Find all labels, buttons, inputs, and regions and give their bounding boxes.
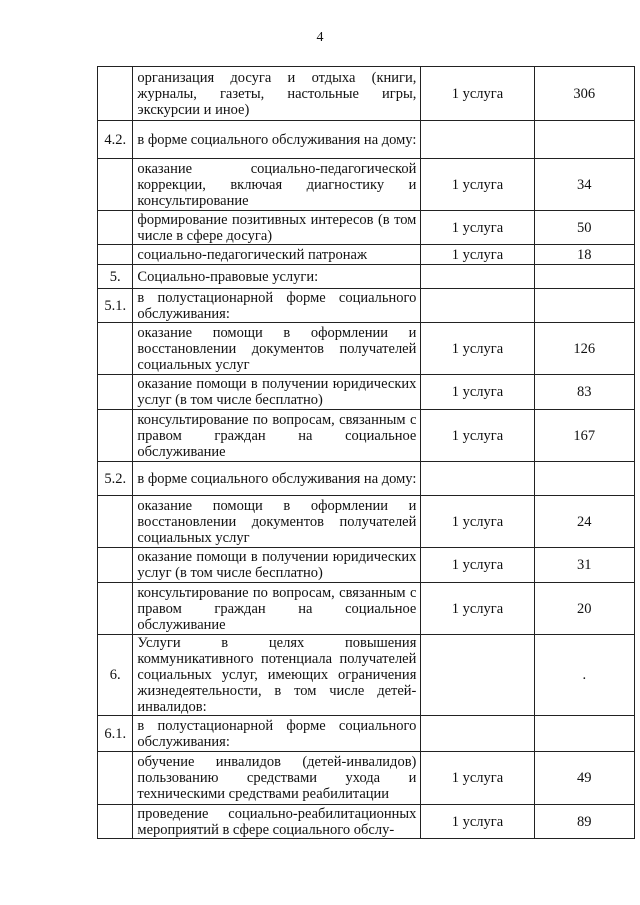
row-quantity — [534, 289, 634, 323]
row-description: обучение инвалидов (детей-инвалидов) пользованию средствами ухода и техническими средствами реабилитации — [133, 752, 421, 805]
row-description: Услуги в целях повышения коммуникативного потенциала получателей социальных услуг, имеющих ограничения жизнедеятельности, в том числе детей-инвалидов: — [133, 635, 421, 716]
row-description: консультирование по вопросам, связанным с правом граждан на социальное обслуживание — [133, 583, 421, 635]
row-quantity — [534, 121, 634, 159]
row-description: в форме социального обслуживания на дому: — [133, 462, 421, 496]
row-description: организация досуга и отдыха (книги, журналы, газеты, настольные игры, экскурсии и иное) — [133, 67, 421, 121]
row-description: формирование позитивных интересов (в том числе в сфере досуга) — [133, 211, 421, 245]
row-number — [98, 752, 133, 805]
row-quantity: 50 — [534, 211, 634, 245]
row-unit: 1 услуга — [421, 323, 534, 375]
row-description: Социально-правовые услуги: — [133, 265, 421, 289]
row-unit: 1 услуга — [421, 548, 534, 583]
row-quantity: 34 — [534, 159, 634, 211]
row-number: 5.2. — [98, 462, 133, 496]
table-row — [98, 496, 635, 548]
row-quantity: . — [534, 635, 634, 716]
row-number — [98, 375, 133, 410]
row-quantity: 20 — [534, 583, 634, 635]
table-row — [98, 635, 635, 716]
table-row — [98, 375, 635, 410]
row-unit: 1 услуга — [421, 805, 534, 839]
row-unit: 1 услуга — [421, 752, 534, 805]
row-quantity — [534, 462, 634, 496]
row-number — [98, 496, 133, 548]
row-description: оказание помощи в получении юридических услуг (в том числе бесплатно) — [133, 375, 421, 410]
row-number — [98, 410, 133, 462]
table-body — [98, 67, 635, 839]
row-description: оказание помощи в получении юридических услуг (в том числе бесплатно) — [133, 548, 421, 583]
services-table — [97, 66, 635, 839]
row-quantity: 306 — [534, 67, 634, 121]
row-quantity: 89 — [534, 805, 634, 839]
page-number: 4 — [316, 30, 324, 45]
row-number — [98, 583, 133, 635]
row-unit — [421, 462, 534, 496]
row-unit — [421, 289, 534, 323]
row-unit: 1 услуга — [421, 67, 534, 121]
row-description: оказание социально-педагогической коррекции, включая диагностику и консультирование — [133, 159, 421, 211]
row-quantity — [534, 265, 634, 289]
row-description: консультирование по вопросам, связанным с правом граждан на социальное обслуживание — [133, 410, 421, 462]
row-description: проведение социально-реабилитационных мероприятий в сфере социального обслу- — [133, 805, 421, 839]
row-number — [98, 159, 133, 211]
row-number — [98, 805, 133, 839]
row-number — [98, 67, 133, 121]
row-quantity: 83 — [534, 375, 634, 410]
table-row — [98, 289, 635, 323]
row-quantity: 31 — [534, 548, 634, 583]
table-row — [98, 805, 635, 839]
row-unit — [421, 716, 534, 752]
row-description: оказание помощи в оформлении и восстановлении документов получателей социальных услуг — [133, 496, 421, 548]
row-quantity — [534, 716, 634, 752]
row-description: в форме социального обслуживания на дому: — [133, 121, 421, 159]
row-number — [98, 548, 133, 583]
row-unit: 1 услуга — [421, 410, 534, 462]
row-description: социально-педагогический патронаж — [133, 245, 421, 265]
row-number — [98, 211, 133, 245]
table-row — [98, 265, 635, 289]
row-quantity: 167 — [534, 410, 634, 462]
row-number — [98, 245, 133, 265]
row-number: 4.2. — [98, 121, 133, 159]
table-row — [98, 752, 635, 805]
row-unit — [421, 265, 534, 289]
table-row — [98, 245, 635, 265]
table-row — [98, 67, 635, 121]
row-quantity: 24 — [534, 496, 634, 548]
row-unit — [421, 121, 534, 159]
row-description: в полустационарной форме социального обслуживания: — [133, 289, 421, 323]
row-unit: 1 услуга — [421, 211, 534, 245]
row-number: 5. — [98, 265, 133, 289]
table-row — [98, 211, 635, 245]
table-row — [98, 716, 635, 752]
row-description: оказание помощи в оформлении и восстановлении документов получателей социальных услуг — [133, 323, 421, 375]
row-description: в полустационарной форме социального обслуживания: — [133, 716, 421, 752]
row-number: 5.1. — [98, 289, 133, 323]
table-row — [98, 548, 635, 583]
table-row — [98, 410, 635, 462]
row-quantity: 18 — [534, 245, 634, 265]
table-row — [98, 462, 635, 496]
row-unit: 1 услуга — [421, 159, 534, 211]
row-unit: 1 услуга — [421, 375, 534, 410]
table-row — [98, 323, 635, 375]
table-row — [98, 583, 635, 635]
row-number: 6.1. — [98, 716, 133, 752]
row-number: 6. — [98, 635, 133, 716]
row-unit: 1 услуга — [421, 583, 534, 635]
table-row — [98, 159, 635, 211]
row-number — [98, 323, 133, 375]
row-quantity: 49 — [534, 752, 634, 805]
table-row — [98, 121, 635, 159]
row-unit: 1 услуга — [421, 245, 534, 265]
row-quantity: 126 — [534, 323, 634, 375]
row-unit — [421, 635, 534, 716]
row-unit: 1 услуга — [421, 496, 534, 548]
